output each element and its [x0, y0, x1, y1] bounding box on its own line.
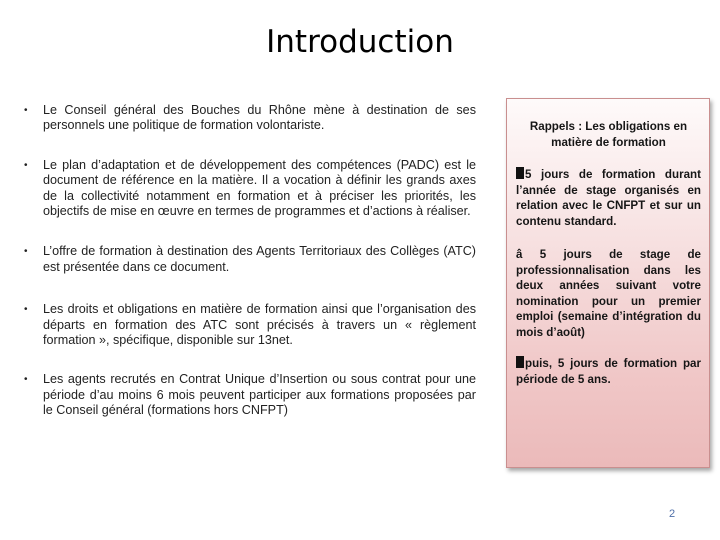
rappels-item-text: â 5 jours de stage de professionnalisation dans les deux années suivant votre nomination pour un premier emploi (semaine d’intégration du mois d’août)	[516, 248, 701, 339]
rappels-item-text: 5 jours de formation durant l’année de stage organisés en relation avec le CNFPT et sur un contenu standard.	[516, 168, 701, 228]
rappels-item	[516, 247, 701, 340]
bullet-marker: •	[24, 374, 28, 386]
bullet-marker: •	[24, 304, 28, 316]
rappels-item	[516, 356, 701, 387]
missing-glyph-icon	[516, 167, 524, 179]
rappels-item-text: puis, 5 jours de formation par période de 5 ans.	[516, 357, 701, 386]
bullet-item	[24, 158, 476, 220]
bullet-text: Le plan d’adaptation et de développement des compétences (PADC) est le document de référence en la matière. Il a vocation à définir les grands axes de la collectivité notamment en formation et à préciser les priorités, les objectifs de mise en œuvre en termes de programmes et d’actions à réaliser.	[43, 157, 476, 219]
bullet-text: Le Conseil général des Bouches du Rhône mène à destination de ses personnels une politique de formation volontariste.	[43, 103, 476, 133]
page-number: 2	[668, 508, 676, 520]
rappels-item	[516, 167, 701, 229]
bullet-item	[24, 244, 476, 275]
missing-glyph-icon	[516, 356, 524, 368]
bullet-marker: •	[24, 159, 28, 171]
rappels-title: Rappels : Les obligations en matière de formation	[529, 120, 688, 149]
bullet-list	[24, 103, 476, 419]
bullet-item	[24, 302, 476, 348]
bullet-marker: •	[24, 105, 28, 116]
bullet-marker: •	[24, 246, 28, 258]
bullet-item	[24, 103, 476, 134]
bullet-text: L’offre de formation à destination des Agents Territoriaux des Collèges (ATC) est présentée dans ce document.	[43, 244, 476, 274]
bullet-item	[24, 372, 476, 418]
slide-title: Introduction	[266, 24, 454, 60]
bullet-text: Les agents recrutés en Contrat Unique d’Insertion ou sous contrat pour une période d’au moins 6 mois peuvent participer aux formations proposées par le Conseil général (formations hors CNFPT)	[43, 372, 476, 418]
rappels-box	[506, 98, 710, 468]
bullet-text: Les droits et obligations en matière de formation ainsi que l’organisation des départs en formation des ATC sont précisés à travers un « règlement formation », spécifique, disponible sur 13net.	[43, 302, 476, 348]
